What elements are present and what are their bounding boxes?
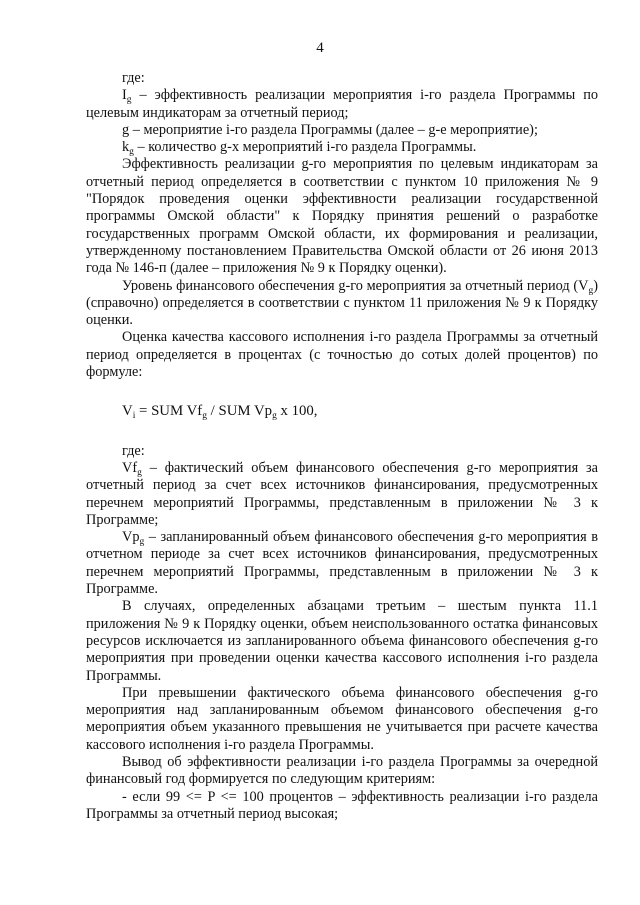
paragraph-funding-level [86, 278, 598, 330]
formula-subscript: i [132, 411, 136, 422]
symbol-subscript: g [126, 95, 132, 106]
formula-subscript: g [202, 411, 207, 422]
definition-ig [86, 87, 598, 122]
formula-part: V [122, 403, 133, 420]
definition-text: – количество g-х мероприятий i-го раздела Программы. [133, 139, 477, 156]
formula-subscript: g [272, 411, 277, 422]
where-label: где: [122, 70, 145, 86]
definition-text: – фактический объем финансового обеспечения g-го мероприятия за отчетный период за счет всех источников финансирования, предусмотренных перечнем мероприятий Программы, представленным в приложении № 3 к Программе; [86, 459, 598, 528]
symbol: I [122, 87, 127, 104]
symbol-subscript: g [129, 147, 134, 158]
definition-kg [86, 139, 598, 156]
definition-g [86, 122, 598, 139]
where-label: где: [122, 442, 145, 459]
spacer [86, 421, 598, 443]
paragraph-criterion-high: - если 99 <= P <= 100 процентов – эффективность реализации i-го раздела Программы за отчетный период высокая; [86, 788, 598, 822]
symbol: g [122, 121, 130, 138]
symbol: Vp [122, 529, 140, 546]
symbol-subscript: g [137, 467, 142, 478]
spacer [86, 381, 598, 403]
document-body [86, 70, 598, 823]
paragraph-cases: В случаях, определенных абзацами третьим – шестым пункта 11.1 приложения № 9 к Порядку оценки, объем неиспользованного остатка финансовых ресурсов исключается из запланированного объема финансового обеспечения g-го мероприятия при проведении оценки качества кассового исполнения i-го раздела Программы. [86, 598, 598, 684]
paragraph-efficiency: Эффективность реализации g-го мероприятия по целевым индикаторам за отчетный период определяется в соответствии с пунктом 10 приложения № 9 "Порядок проведения оценки эффективности реализации государственной программы Омской области" к Порядку принятия решений о разработке государственных программ Омской области, их формирования и реализации, утвержденному постановлением Правительства Омской области от 26 июня 2013 года № 146-п (далее – приложения № 9 к Порядку оценки). [86, 156, 598, 277]
symbol-subscript: g [139, 537, 145, 548]
formula [86, 403, 598, 420]
formula-part: / SUM Vp [206, 403, 273, 420]
definition-text: – эффективность реализации мероприятия i-го раздела Программы по целевым индикаторам за отчетный период; [86, 87, 598, 121]
definition-text: – мероприятие i-го раздела Программы (далее – g-е мероприятие); [129, 121, 538, 138]
formula-part: x 100, [276, 403, 318, 420]
definition-vfg [86, 460, 598, 529]
text-part: Уровень финансового обеспечения g-го мероприятия за отчетный период (V [122, 277, 589, 294]
symbol: k [122, 139, 130, 156]
symbol-subscript: g [588, 285, 594, 296]
text-part: ) (справочно) определяется в соответствии с пунктом 11 приложения № 9 к Порядку оценки. [86, 277, 598, 329]
paragraph-excess: При превышении фактического объема финансового обеспечения g-го мероприятия над запланированным объемом финансового обеспечения g-го мероприятия объем указанного превышения не учитывается при расчете качества кассового исполнения i-го раздела Программы. [86, 684, 598, 753]
definition-text: – запланированный объем финансового обеспечения g-го мероприятия в отчетном периоде за счет всех источников финансирования, предусмотренных перечнем мероприятий Программы, представленным в приложении № 3 к Программе. [86, 529, 598, 598]
formula-part: = SUM Vf [135, 403, 203, 420]
symbol: Vf [122, 459, 138, 476]
paragraph-cash-quality: Оценка качества кассового исполнения i-го раздела Программы за отчетный период определяется в процентах (с точностью до сотых долей процентов) по формуле: [86, 329, 598, 381]
paragraph-conclusion: Вывод об эффективности реализации i-го раздела Программы за очередной финансовый год формируется по следующим критериям: [86, 753, 598, 788]
page-number: 4 [316, 40, 324, 56]
definition-vpg [86, 529, 598, 598]
